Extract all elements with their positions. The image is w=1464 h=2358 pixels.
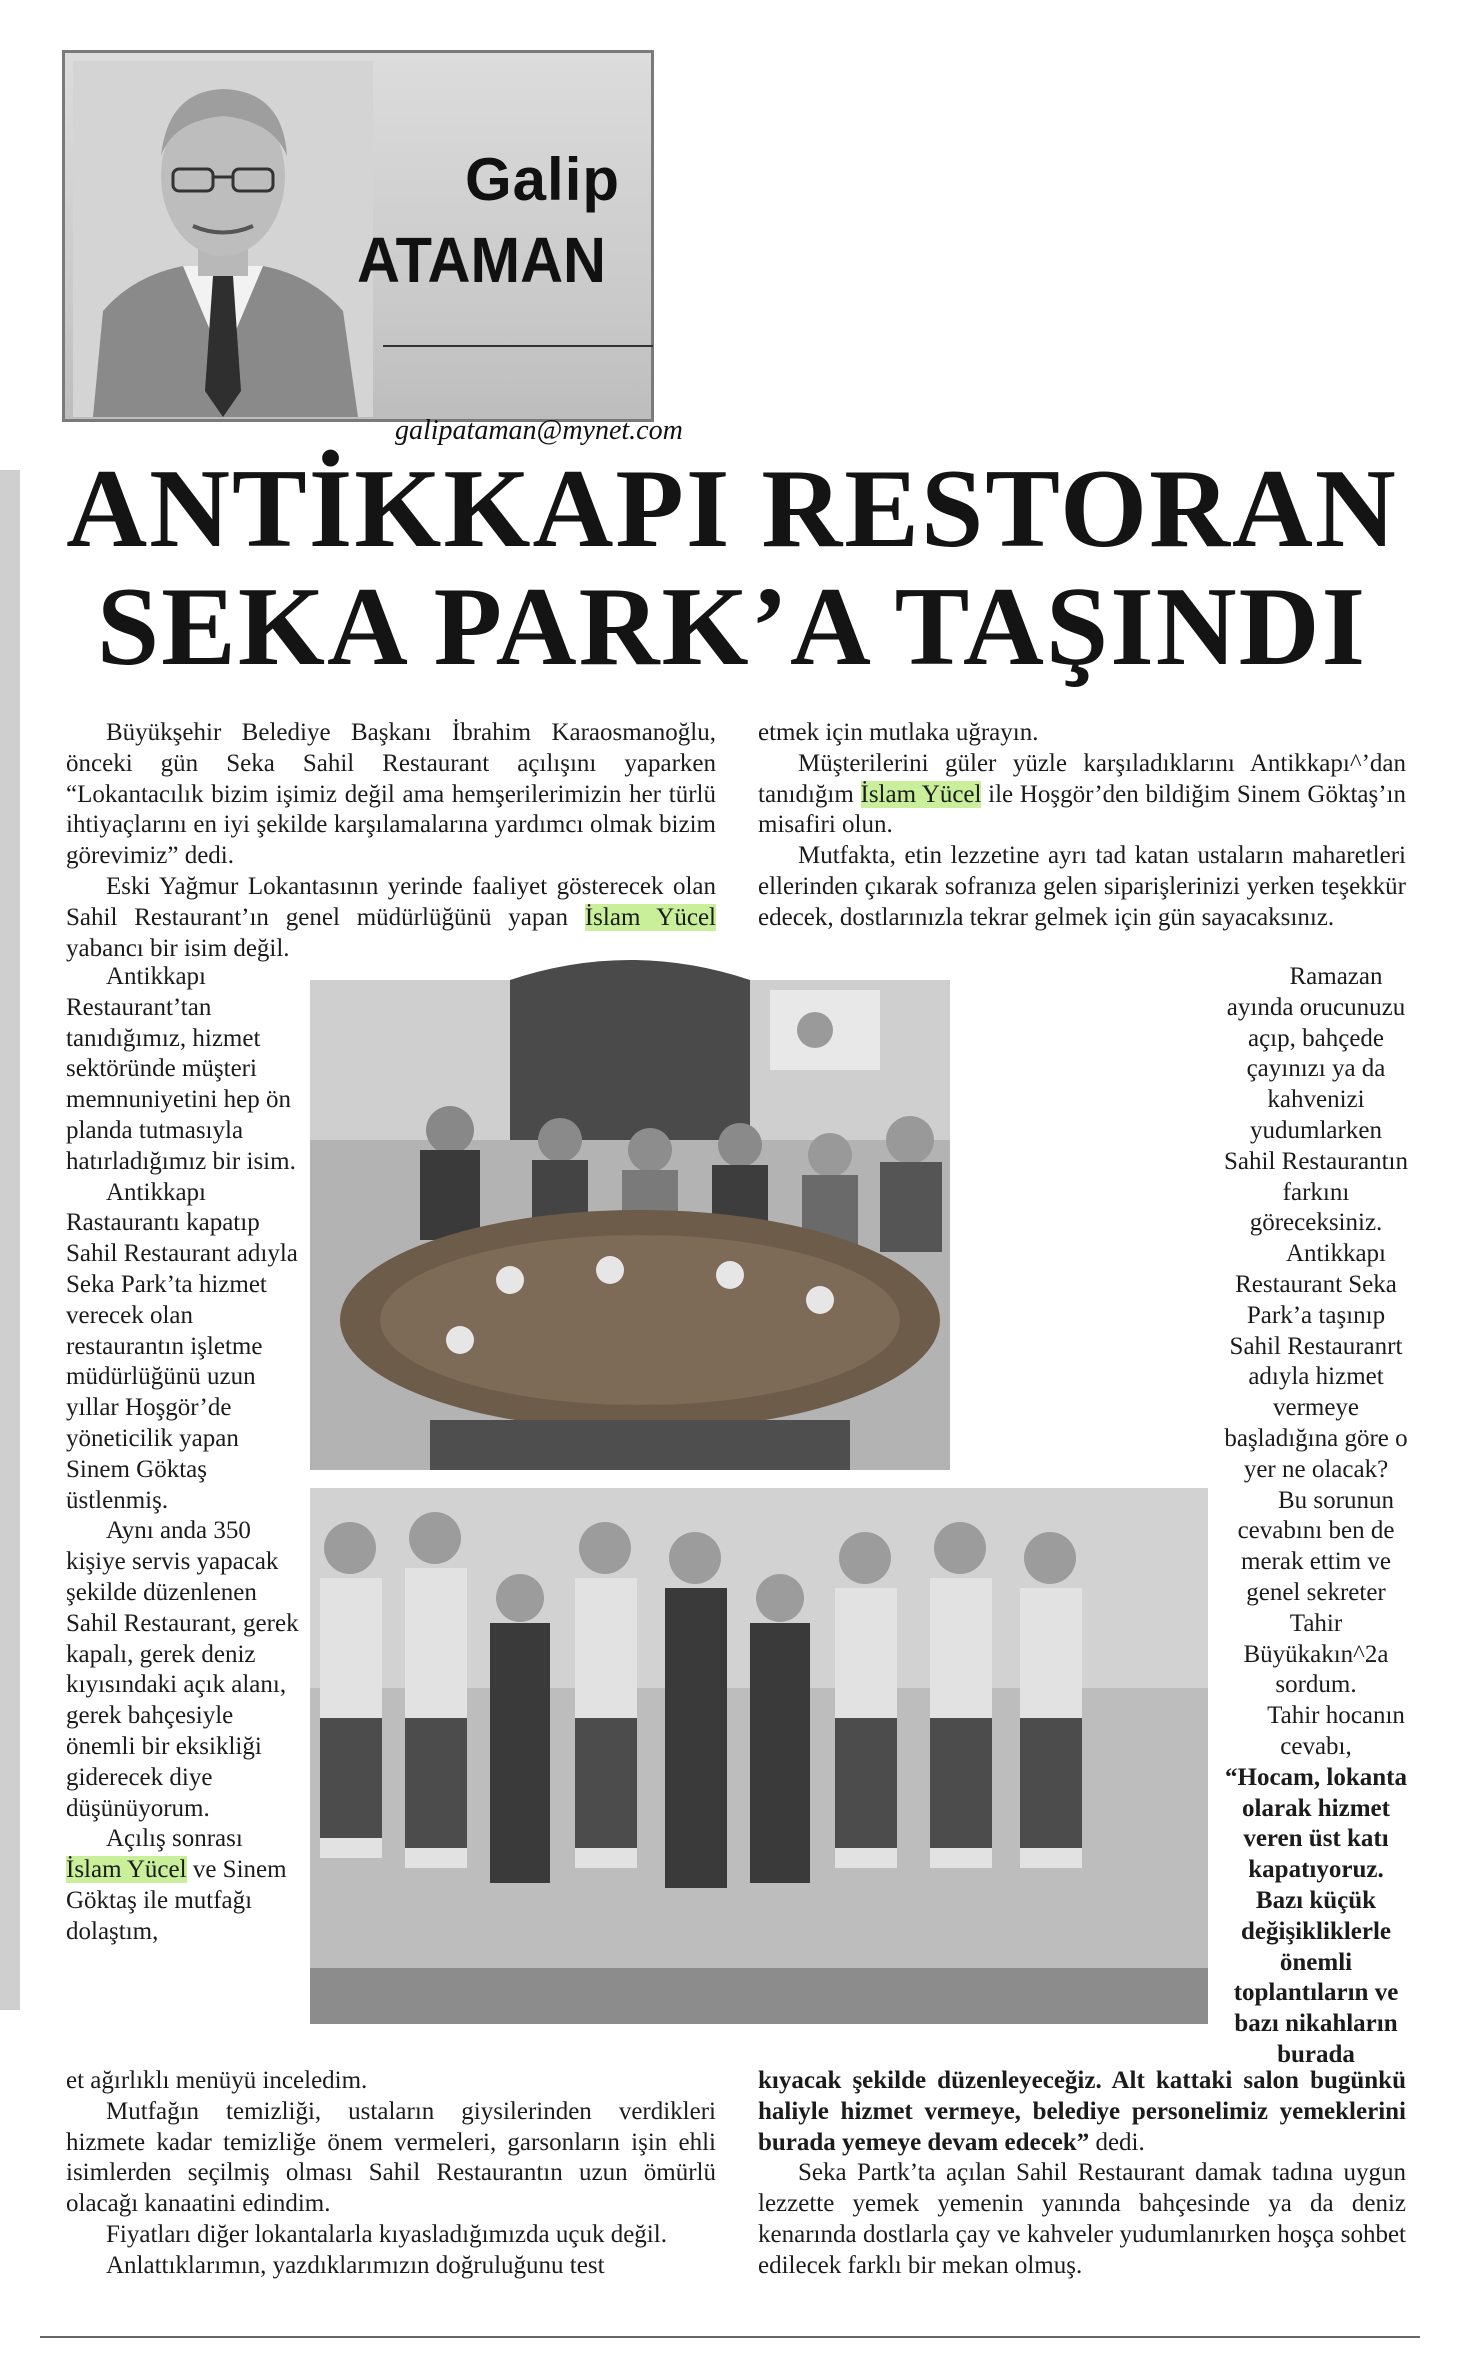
quote-bold: kıyacak şekilde düzenleyeceğiz. Alt kattaki salon bugünkü haliyle hizmet vermeye, belediye personelimiz yemeklerini burada yemeye devam edecek” xyxy=(758,2067,1406,2156)
text-span: Müşterilerini güler yüzle karşıladıklarını Antikkapı^’dan tanıdığım xyxy=(758,749,1406,808)
paragraph: Aynı anda 350 kişiye servis yapacak şekilde düzenlenen Sahil Restaurant, gerek kapalı, gerek deniz kıyısındaki açık alanı, gerek bahçesiyle önemli bir eksikliği giderecek diye düşünüyorum. xyxy=(66,1517,299,1822)
text-span: ve Sinem Göktaş ile mutfağı dolaştım, xyxy=(66,1856,287,1945)
column-2-top xyxy=(758,718,1406,934)
text-span: Açılış sonrası xyxy=(106,1825,243,1853)
paragraph: Bu sorunun cevabını ben de merak ettim ve genel sekreter Tahir Büyükakın^2a sordum. xyxy=(1237,1486,1395,1699)
paragraph: Ramazan ayında orucunuzu açıp, bahçede çayınızı ya da kahvenizi yudumlarken Sahil Restaurantın farkını göreceksiniz. xyxy=(1224,963,1408,1237)
paragraph: Anlattıklarımın, yazdıklarımızın doğruluğunu test xyxy=(106,2251,605,2279)
highlighted-name: İslam Yücel xyxy=(584,903,716,931)
paragraph-continuation: et ağırlıklı menüyü inceledim. xyxy=(66,2067,368,2094)
column-1-side xyxy=(66,962,304,1948)
paragraph xyxy=(66,872,716,964)
paragraph: Büyükşehir Belediye Başkanı İbrahim Karaosmanoğlu, önceki gün Seka Sahil Restaurant açılışını yaparken “Lokantacılık bizim işimiz değil ama hemşerilerimizin her türlü ihtiyaçlarını en iyi şekilde karşılamalarına yardımcı olmak bizim görevimiz” dedi. xyxy=(66,719,716,870)
column-1-intro xyxy=(66,718,716,964)
photo-staff-group xyxy=(310,1488,1208,2024)
paragraph: Tahir hocanın cevabı, xyxy=(1267,1702,1405,1760)
paragraph: Seka Partk’ta açılan Sahil Restaurant damak tadına uygun lezzette yemek yemenin yanında bahçesinde ya da deniz kenarında dostlarla çay ve kahveler yudumlanırken hoşça sohbet edilecek farklı bir mekan olmuş. xyxy=(758,2159,1406,2279)
paragraph-continuation xyxy=(758,2066,1406,2158)
author-first-name: Galip xyxy=(465,146,621,213)
paragraph: Mutfakta, etin lezzetine ayrı tad katan ustaların maharetleri ellerinden çıkarak sofranıza gelen siparişlerinizi yerken teşekkür edecek, dostlarınızla tekrar gelmek için gün sayacaksınız. xyxy=(758,842,1406,931)
column-2-bottom xyxy=(758,2066,1406,2282)
headline-line-1: ANTİKKAPI RESTORAN xyxy=(66,447,1398,571)
paragraph: Mutfağın temizliği, ustaların giysilerinden verdikleri hizmete kadar temizliğe önem vermeleri, garsonların işin ehli isimlerden seçilmiş olması Sahil Restaurantın uzun ömürlü olacağı kanaatini edindim. xyxy=(66,2097,716,2218)
author-photo xyxy=(73,61,373,417)
author-box xyxy=(62,50,683,446)
photo-dinner-table xyxy=(310,980,950,1470)
text-span: Eski Yağmur Lokantasının yerinde faaliyet gösterecek olan Sahil Restaurant’ın genel müdürlüğünü yapan xyxy=(66,872,716,931)
text-span: dedi. xyxy=(1089,2128,1145,2156)
author-email: galipataman@mynet.com xyxy=(395,415,683,446)
highlighted-name: İslam Yücel xyxy=(860,780,982,808)
column-2-side xyxy=(1222,962,1410,2071)
paragraph xyxy=(758,749,1406,841)
paragraph: Antikkapı Restaurant Seka Park’a taşınıp Sahil Restauranrt adıyla hizmet vermeye başladığına göre o yer ne olacak? xyxy=(1224,1240,1408,1483)
author-divider xyxy=(383,345,653,347)
author-last-name: ATAMAN xyxy=(357,224,607,296)
headline-line-2: SEKA PARK’A TAŞINDI xyxy=(96,565,1368,689)
text-span: ile Hoşgör’den bildiğim Sinem Göktaş’ın misafiri olun. xyxy=(758,780,1406,839)
column-1-bottom xyxy=(66,2066,716,2282)
text-span: yabancı bir isim değil. xyxy=(66,934,290,962)
quote-bold: “Hocam, lokanta olarak hizmet veren üst katı kapatıyoruz. Bazı küçük değişikliklerle önemli toplantıların ve bazı nikahların burada xyxy=(1225,1763,1407,2068)
highlighted-name: İslam Yücel xyxy=(66,1856,187,1884)
paragraph xyxy=(66,1824,304,1947)
headline xyxy=(20,447,1444,689)
paragraph-continuation: etmek için mutlaka uğrayın. xyxy=(758,719,1039,746)
paragraph: Antikkapı Restaurant’tan tanıdığımız, hizmet sektöründe müşteri memnuniyetini hep ön planda tutmasıyla hatırladığımız bir isim. xyxy=(66,963,296,1175)
paragraph: Fiyatları diğer lokantalarla kıyasladığımızda uçuk değil. xyxy=(106,2220,667,2248)
bottom-divider xyxy=(40,2336,1420,2338)
page-edge-bar xyxy=(0,470,20,2010)
paragraph: Antikkapı Rastaurantı kapatıp Sahil Restaurant adıyla Seka Park’ta hizmet verecek olan restaurantın işletme müdürlüğünü uzun yıllar Hoşgör’de yöneticilik yapan Sinem Göktaş üstlenmiş. xyxy=(66,1178,298,1514)
